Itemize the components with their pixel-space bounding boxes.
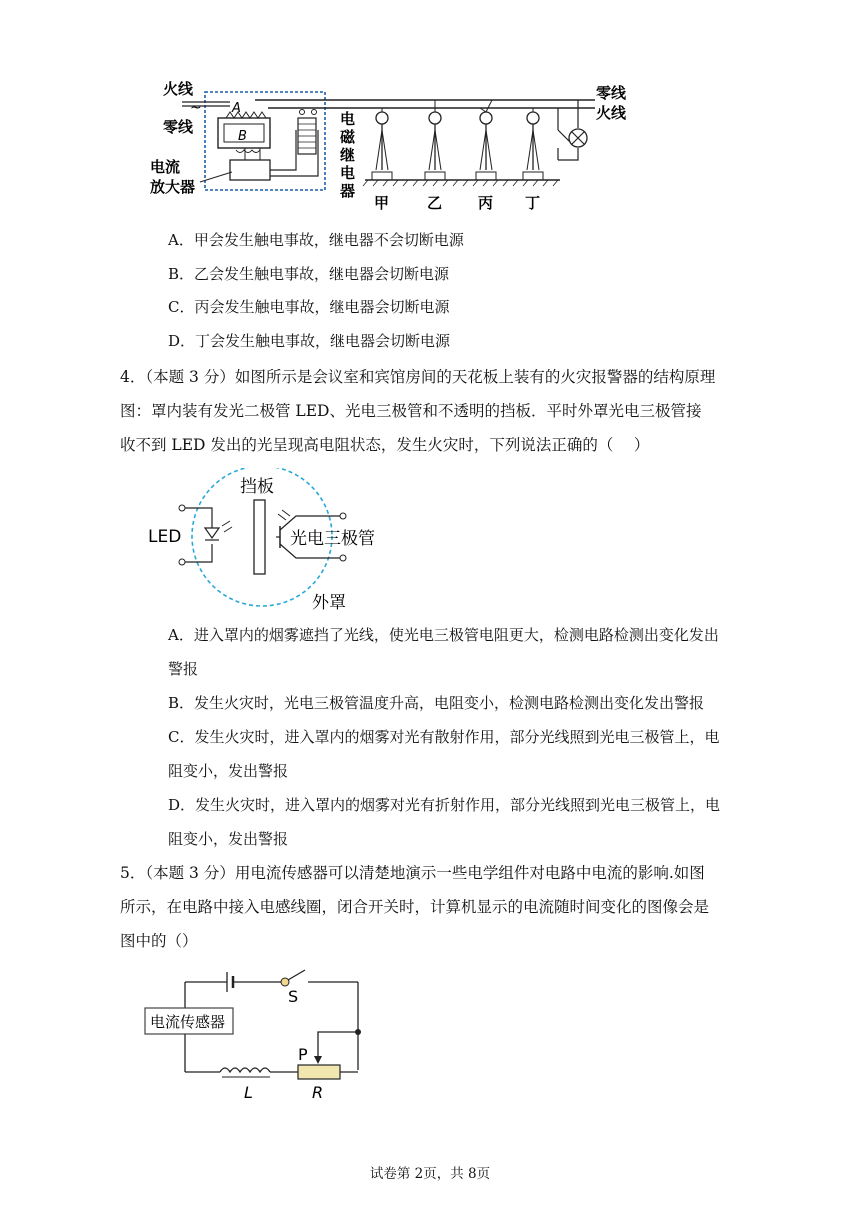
current-sensor-label: 电流传感器 [150, 1013, 226, 1031]
fire-wire-label-left: 火线 [163, 80, 194, 98]
relay-label-5: 器 [340, 182, 356, 200]
q3-option-a: A．甲会发生触电事故，继电器不会切断电源 [168, 231, 464, 249]
led-label: LED [148, 527, 182, 547]
baffle-label: 挡板 [240, 477, 274, 497]
page-footer: 试卷第 2页，共 8页 [369, 1166, 491, 1182]
q5-stem-line: 所示，在电路中接入电感线圈，闭合开关时，计算机显示的电流随时间变化的图像会是 [120, 898, 710, 916]
switch-icon [281, 978, 289, 986]
q4-option-a-line: A．进入罩内的烟雾遮挡了光线，使光电三极管电阻更大，检测电路检测出变化发出 [168, 626, 719, 644]
inductor-circuit-figure [0, 960, 860, 1100]
coil-B-label: B [238, 129, 247, 144]
relay-label-2: 磁 [340, 128, 356, 146]
amplifier-label-1: 电流 [150, 158, 181, 176]
q3-option-d: D．丁会发生触电事故，继电器会切断电源 [168, 332, 451, 350]
label-bing: 丙 [478, 194, 494, 212]
person-yi [425, 100, 445, 180]
coil-A-label: A [232, 101, 241, 116]
relay-label-3: 继 [340, 146, 356, 164]
q5-stem-line: 5．（本题 3 分）用电流传感器可以清楚地演示一些电学组件对电路中电流的影响.如图 [120, 864, 705, 882]
q3-option-c: C．丙会发生触电事故，继电器会切断电源 [168, 298, 450, 316]
q5-stem-line: 图中的（） [120, 932, 198, 950]
slider-label: P [298, 1045, 308, 1064]
label-jia: 甲 [374, 194, 390, 212]
resistor-box [298, 1065, 340, 1079]
q3-option-b: B．乙会发生触电事故，继电器会切断电源 [168, 265, 450, 283]
q4-option-d-line: D．发生火灾时，进入罩内的烟雾对光有折射作用，部分光线照到光电三极管上，电 [168, 796, 721, 814]
led-diode-icon [205, 528, 219, 538]
inductor-label: L [244, 1083, 253, 1100]
q4-stem-line: 收不到 LED 发出的光呈现高电阻状态，发生火灾时，下列说法正确的（ ） [120, 436, 650, 454]
q4-stem-line: 图：罩内装有发光二极管 LED、光电三极管和不透明的挡板．平时外罩光电三极管接 [120, 402, 702, 420]
cover-label: 外罩 [312, 593, 346, 613]
q4-stem [120, 360, 720, 462]
person-bing [476, 100, 496, 180]
q4-option-c-line: 阻变小，发出警报 [168, 762, 289, 780]
q4-option-c [168, 720, 728, 788]
relay-label-1: 电 [340, 110, 356, 128]
relay-label-4: 电 [340, 164, 356, 182]
q4-option-c-line: C．发生火灾时，进入罩内的烟雾对光有散射作用，部分光线照到光电三极管上，电 [168, 728, 720, 746]
phototransistor-label: 光电三极管 [290, 529, 375, 549]
leakage-protector-figure [0, 0, 860, 215]
q4-option-b-line: B．发生火灾时，光电三极管温度升高，电阻变小，检测电路检测出变化发出警报 [168, 694, 705, 712]
switch-label: S [288, 987, 299, 1006]
current-amplifier [230, 160, 270, 180]
q4-option-b [168, 686, 728, 720]
fire-alarm-figure [0, 468, 860, 618]
label-yi: 乙 [427, 194, 443, 212]
q4-option-d [168, 788, 728, 856]
tilde-icon: ~ [190, 100, 202, 116]
baffle-plate [254, 500, 265, 574]
fire-wire-label-right: 火线 [596, 104, 627, 122]
person-jia [372, 108, 392, 180]
q5-stem [120, 856, 720, 958]
neutral-wire-label-left: 零线 [163, 118, 194, 136]
person-ding [523, 108, 543, 180]
label-ding: 丁 [525, 194, 541, 212]
q4-option-a-line: 警报 [168, 660, 199, 678]
amplifier-label-2: 放大器 [150, 178, 196, 196]
resistor-label: R [312, 1083, 324, 1100]
q4-stem-line: 4．（本题 3 分）如图所示是会议室和宾馆房间的天花板上装有的火灾报警器的结构原理 [120, 368, 716, 386]
q4-option-d-line: 阻变小，发出警报 [168, 830, 289, 848]
slider-arrow-icon [314, 1056, 322, 1064]
neutral-wire-label-right: 零线 [596, 84, 627, 102]
inductor-coil [220, 1068, 270, 1072]
q4-option-a [168, 618, 728, 686]
